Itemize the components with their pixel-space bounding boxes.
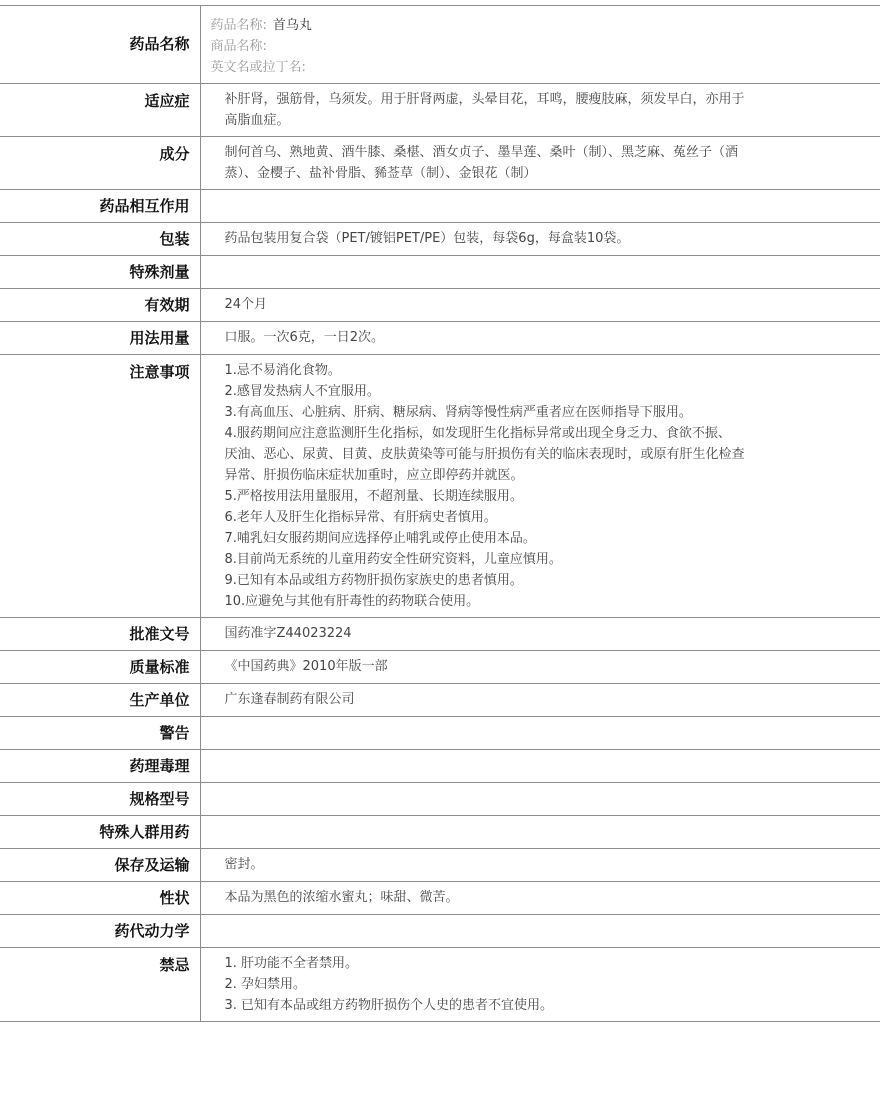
usage-value: 口服。一次6克，一日2次。 (200, 322, 880, 355)
special-dosage-value (200, 256, 880, 289)
text-line: 4.服药期间应注意监测肝生化指标，如发现肝生化指标异常或出现全身乏力、食欲不振、 (224, 426, 731, 441)
appearance-value: 本品为黑色的浓缩水蜜丸；味甜、微苦。 (200, 882, 880, 915)
text-line: 厌油、恶心、尿黄、目黄、皮肤黄染等可能与肝损伤有关的临床表现时，或原有肝生化检查 (224, 447, 745, 462)
drug-name-values (200, 6, 880, 84)
row-warning (0, 717, 880, 750)
text-line: 8.目前尚无系统的儿童用药安全性研究资料，儿童应慎用。 (224, 552, 562, 567)
drug-spec-table (0, 5, 880, 1022)
row-drug-name (0, 6, 880, 84)
generic-name-value: 首乌丸 (272, 18, 312, 33)
row-special-groups (0, 816, 880, 849)
interactions-value (200, 190, 880, 223)
row-label: 有效期 (0, 289, 200, 322)
packaging-value: 药品包装用复合袋（PET/镀铝PET/PE）包装，每袋6g，每盒装10袋。 (200, 223, 880, 256)
row-label: 质量标准 (0, 651, 200, 684)
row-label: 药代动力学 (0, 915, 200, 948)
text-line: 6.老年人及肝生化指标异常、有肝病史者慎用。 (224, 510, 497, 525)
storage-value: 密封。 (200, 849, 880, 882)
row-spec (0, 783, 880, 816)
text-line: 9.已知有本品或组方药物肝损伤家族史的患者慎用。 (224, 573, 523, 588)
toxicology-value (200, 750, 880, 783)
row-approval (0, 618, 880, 651)
trade-name-label: 商品名称: (210, 39, 267, 54)
row-label: 特殊剂量 (0, 256, 200, 289)
row-label: 规格型号 (0, 783, 200, 816)
row-interactions (0, 190, 880, 223)
row-shelf-life (0, 289, 880, 322)
row-label: 药品相互作用 (0, 190, 200, 223)
row-label: 保存及运输 (0, 849, 200, 882)
row-ingredients (0, 137, 880, 190)
text-line: 1. 肝功能不全者禁用。 (224, 956, 359, 971)
text-line: 7.哺乳妇女服药期间应选择停止哺乳或停止使用本品。 (224, 531, 536, 546)
contraindications-value (200, 948, 880, 1022)
row-label: 特殊人群用药 (0, 816, 200, 849)
row-label: 包装 (0, 223, 200, 256)
row-label: 适应症 (0, 84, 200, 137)
text-line: 异常、肝损伤临床症状加重时，应立即停药并就医。 (224, 468, 524, 483)
english-name-label: 英文名或拉丁名: (210, 60, 306, 75)
row-label: 警告 (0, 717, 200, 750)
row-special-dosage (0, 256, 880, 289)
row-label: 用法用量 (0, 322, 200, 355)
row-label: 禁忌 (0, 948, 200, 1022)
manufacturer-value: 广东逢春制药有限公司 (200, 684, 880, 717)
row-label: 性状 (0, 882, 200, 915)
ingredients-value (200, 137, 880, 190)
english-name-line (211, 57, 787, 78)
text-line: 1.忌不易消化食物。 (224, 363, 341, 378)
row-contraindications (0, 948, 880, 1022)
row-appearance (0, 882, 880, 915)
generic-name-label: 药品名称: (210, 18, 267, 33)
row-usage (0, 322, 880, 355)
row-pharmacokinetics (0, 915, 880, 948)
text-line: 制何首乌、熟地黄、酒牛膝、桑椹、酒女贞子、墨旱莲、桑叶（制）、黑芝麻、菟丝子（酒 (224, 145, 739, 160)
row-label: 成分 (0, 137, 200, 190)
shelf-life-value: 24个月 (200, 289, 880, 322)
text-line: 3. 已知有本品或组方药物肝损伤个人史的患者不宜使用。 (224, 998, 554, 1013)
row-manufacturer (0, 684, 880, 717)
generic-name-line (211, 15, 787, 36)
row-label: 药理毒理 (0, 750, 200, 783)
approval-value: 国药准字Z44023224 (200, 618, 880, 651)
precautions-value (200, 355, 880, 618)
row-label: 批准文号 (0, 618, 200, 651)
warning-value (200, 717, 880, 750)
text-line: 10.应避免与其他有肝毒性的药物联合使用。 (224, 594, 480, 609)
row-standard (0, 651, 880, 684)
standard-value: 《中国药典》2010年版一部 (200, 651, 880, 684)
special-groups-value (200, 816, 880, 849)
text-line: 3.有高血压、心脏病、肝病、糖尿病、肾病等慢性病严重者应在医师指导下服用。 (224, 405, 692, 420)
text-line: 蒸）、金樱子、盐补骨脂、豨莶草（制）、金银花（制） (224, 166, 537, 181)
pharmacokinetics-value (200, 915, 880, 948)
text-line: 2.感冒发热病人不宜服用。 (224, 384, 380, 399)
row-packaging (0, 223, 880, 256)
row-storage (0, 849, 880, 882)
text-line: 2. 孕妇禁用。 (224, 977, 307, 992)
row-label: 注意事项 (0, 355, 200, 618)
row-indications (0, 84, 880, 137)
text-line: 补肝肾，强筋骨，乌须发。用于肝肾两虚，头晕目花，耳鸣，腰瘦肢麻，须发早白，亦用于 (224, 92, 745, 107)
indications-value (200, 84, 880, 137)
row-toxicology (0, 750, 880, 783)
text-line: 5.严格按用法用量服用，不超剂量、长期连续服用。 (224, 489, 523, 504)
spec-value (200, 783, 880, 816)
row-precautions (0, 355, 880, 618)
row-label: 生产单位 (0, 684, 200, 717)
text-line: 高脂血症。 (224, 113, 290, 128)
trade-name-line (211, 36, 787, 57)
row-label: 药品名称 (0, 6, 200, 84)
